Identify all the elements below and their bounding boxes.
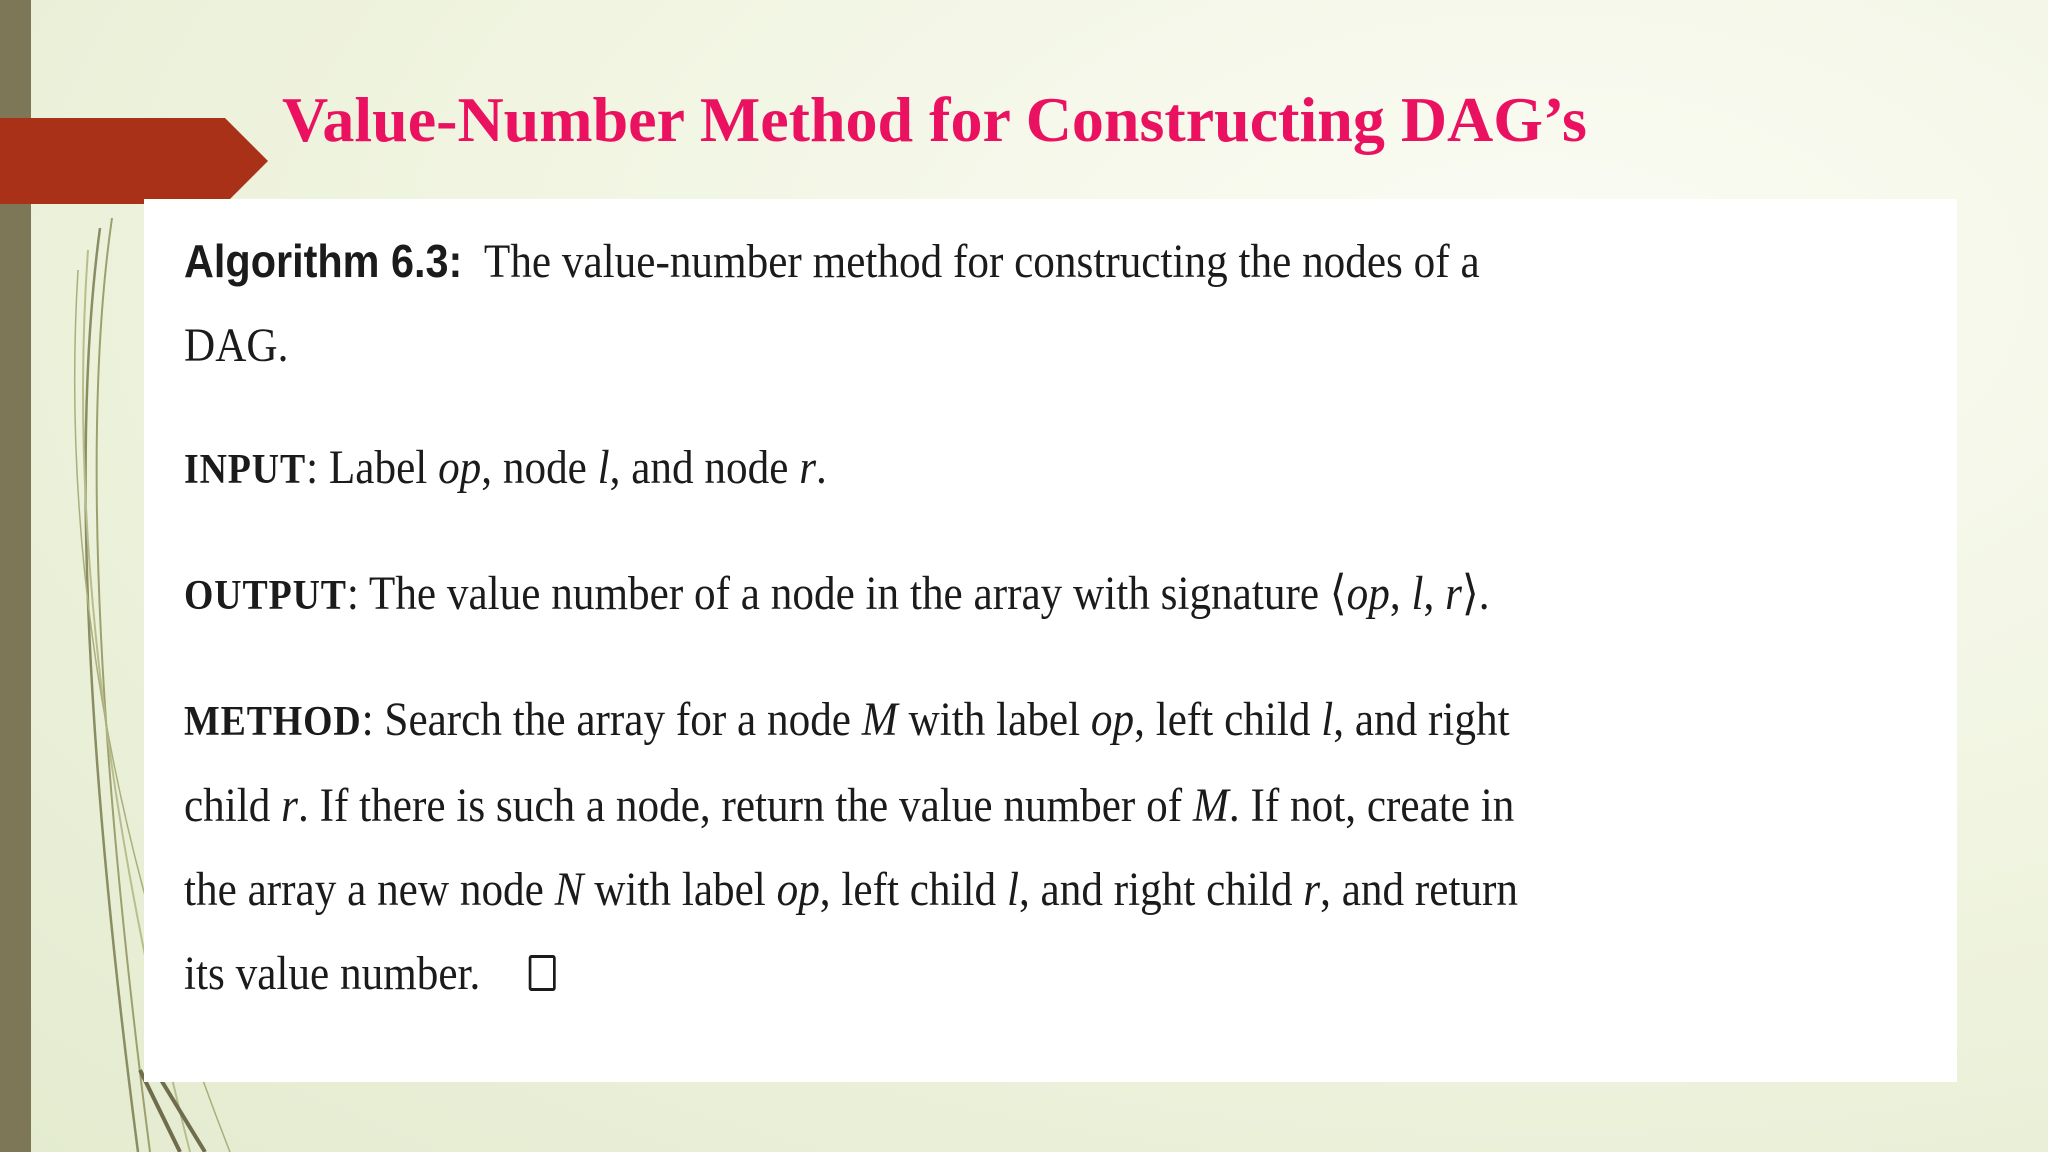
method-text: child [184,779,282,832]
method-text: with label [897,693,1091,746]
method-text: , and right child [1018,863,1304,916]
math-var: M [1192,779,1229,832]
algorithm-box [144,199,1957,1082]
math-var: M [861,693,898,746]
angle-bracket-close: ⟩ [1461,567,1479,620]
method-text: with label [583,863,777,916]
angle-bracket-open: ⟨ [1329,567,1347,620]
end-of-proof-icon [529,955,556,991]
math-var: r [1445,567,1462,620]
slide-title: Value-Number Method for Constructing DAG’s [282,84,1587,155]
input-text: : Label [306,441,439,494]
method-text: : Search the array for a node [361,693,862,746]
output-text: , [1423,567,1446,620]
math-var: l [597,441,610,494]
title-arrow-icon [0,118,270,204]
algorithm-header [184,219,1894,388]
math-var: op [776,863,820,916]
output-text: : The value number of a node in the array with signature [346,567,1330,620]
method-text: the array a new node [184,863,555,916]
input-section [184,426,1894,512]
math-var: l [1411,567,1424,620]
math-var: op [438,441,482,494]
math-var: l [1006,863,1019,916]
output-text: , [1389,567,1412,620]
math-var: r [1303,863,1321,916]
method-label: METHOD [184,699,362,745]
math-var: l [1321,693,1334,746]
method-text: , left child [819,863,1007,916]
math-var: N [554,863,584,916]
math-var: r [281,779,299,832]
method-text: , and return [1320,863,1519,916]
method-text: , and right [1333,693,1510,746]
math-var: op [1090,693,1135,746]
output-label: OUTPUT [184,573,347,619]
algorithm-description-line2: DAG. [184,319,289,372]
method-text: , left child [1134,693,1322,746]
input-text: . [816,441,827,494]
input-label: INPUT [184,447,307,493]
math-var: op [1346,567,1390,620]
method-text: its value number. [184,947,481,1000]
input-text: , node [481,441,598,494]
output-section [184,552,1894,638]
method-text: . If there is such a node, return the value number of [298,779,1193,832]
output-text: . [1478,567,1490,620]
math-var: r [799,441,817,494]
algorithm-label: Algorithm 6.3: [184,235,463,287]
input-text: , and node [609,441,800,494]
method-section [184,678,1894,1016]
method-text: . If not, create in [1228,779,1515,832]
algorithm-description-line1: The value-number method for constructing the nodes of a [483,235,1480,288]
